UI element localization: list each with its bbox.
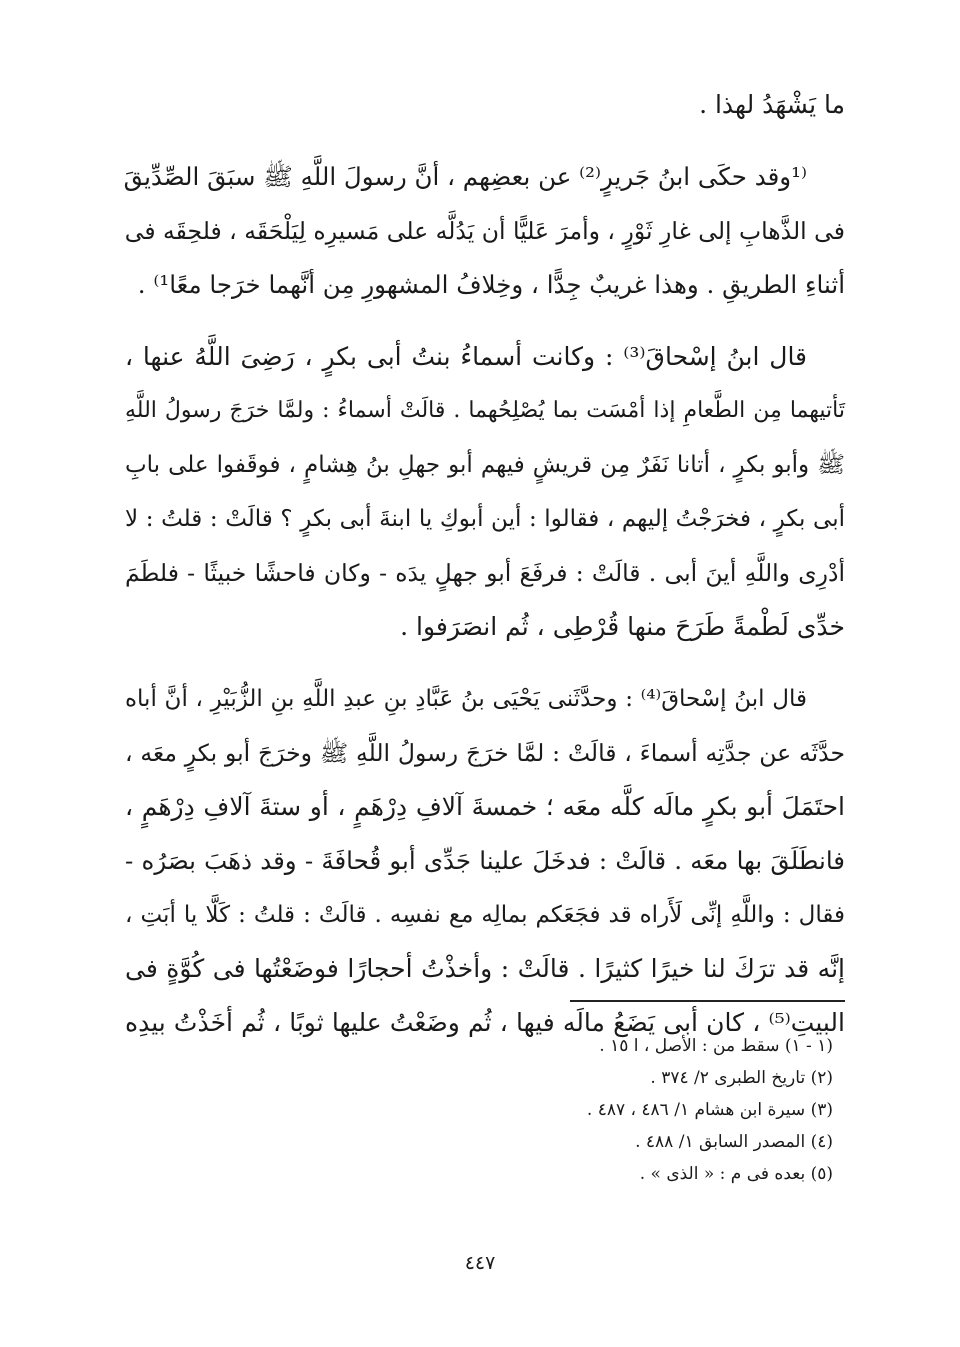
- text-line: فقال : واللَّهِ إنِّى لَأَراه قد فجَعَكم بمالِه مع نفسِه . قالَتْ : قلتُ : كَلَّا يا أبَتِ ،: [125, 902, 845, 928]
- paragraph-4: [125, 672, 845, 1050]
- paragraph-2: [125, 150, 845, 312]
- text-line: ﷺ وأبو بكرٍ ، أتانا نَفَرٌ مِن قريشٍ فيهم أبو جهلِ بنُ هِشامٍ ، فوقَفوا على بابِ: [125, 452, 845, 478]
- text-line: فى الذَّهابِ إلى غارِ ثَوْرٍ ، وأمرَ عَليًّا أن يَدُلَّه على مَسيرِه لِيَلْحَقَه ، فلحِقَه فى: [124, 217, 845, 245]
- footnote-2: (٢) تاريخ الطبرى ٢/ ٣٧٤ .: [650, 1068, 833, 1088]
- text-line: أبى بكرٍ ، فخرَجْتُ إليهم ، فقالوا : أين أبوكِ يا ابنةَ أبى بكرٍ ؟ قالَتْ : قلتُ : لا: [125, 506, 845, 532]
- text-line: احتَمَلَ أبو بكرٍ مالَه كلَّه معَه ؛ خمسةَ آلافِ دِرْهَمٍ ، أو ستةَ آلافِ دِرْهَمٍ ،: [125, 792, 845, 821]
- footnotes: [125, 1030, 845, 1190]
- footnote-1: (١ - ١) سقط من : الأصل ، ا ١٥ .: [599, 1036, 833, 1056]
- text-line: خدِّى لَطْمةً طَرَحَ منها قُرْطِى ، ثُم انصَرَفوا .: [400, 612, 845, 641]
- text-line: حدَّثَه عن جدَّتِه أسماءَ ، قالَتْ : لمَّا خرَجَ رسولُ اللَّهِ ﷺ وخرَجَ أبو بكرٍ معَه ،: [125, 739, 845, 767]
- paragraph-3: [125, 330, 845, 654]
- footnote-4: (٤) المصدر السابق ١/ ٤٨٨ .: [635, 1132, 833, 1152]
- text-line: فانطَلَقَ بها معَه . قالَتْ : فدخَلَ علينا جَدِّى أبو قُحافَةَ - وقد ذهَبَ بصَرُه -: [125, 846, 845, 875]
- page-number: ٤٤٧: [464, 1252, 496, 1274]
- footnote-5: (٥) بعده فى م : « الذى » .: [639, 1164, 833, 1184]
- text-line: البيتِ⁽⁵⁾ ، كان أبى يَضَعُ مالَه فيها ، ثُم وضَعْتُ عليها ثوبًا ، ثُم أخَذْتُ بيدِه: [125, 1008, 845, 1037]
- text-line: ⁽¹وقد حكَى ابنُ جَريرٍ⁽²⁾ عن بعضِهم ، أنَّ رسولَ اللَّهِ ﷺ سبَقَ الصِّدِّيقَ: [123, 162, 807, 191]
- text-line: قال ابنُ إسْحاقَ⁽³⁾ : وكانت أسماءُ بنتُ أبى بكرٍ ، رَضِىَ اللَّهُ عنها ،: [125, 342, 808, 371]
- footnote-3: (٣) سيرة ابن هشام ١/ ٤٨٦ ، ٤٨٧ .: [586, 1100, 833, 1120]
- text-line: أثناءِ الطريقِ . وهذا غريبٌ جِدًّا ، وخِلافُ المشهورِ مِن أنَّهما خرَجا معًا¹⁾ .: [137, 270, 845, 299]
- paragraph-1: [125, 78, 845, 132]
- text-line: ما يَشْهَدُ لهذا .: [699, 90, 845, 119]
- text-line: أدْرِى واللَّهِ أينَ أبى . قالَتْ : فرفَعَ أبو جهلٍ يدَه - وكان فاحشًا خبيثًا - فلطَمَ: [125, 559, 845, 587]
- footnote-divider: [570, 1000, 845, 1002]
- main-text: [125, 78, 845, 1050]
- text-line: قال ابنُ إسْحاقَ⁽⁴⁾ : وحدَّثَنى يَحْيَى بنُ عَبَّادِ بنِ عبدِ اللَّهِ بنِ الزُّبَيْرِ ، أنَّ أباه: [125, 686, 807, 712]
- text-line: إنَّه قد ترَكَ لنا خيرًا كثيرًا . قالَتْ : وأخذْتُ أحجارًا فوضَعْتُها فى كُوَّةٍ فى: [125, 954, 845, 983]
- text-line: تَأتيهما مِن الطَّعامِ إذا أمْسَت بما يُصْلِحُهما . قالَتْ أسماءُ : ولمَّا خرَجَ رسولُ اللَّهِ: [125, 398, 845, 423]
